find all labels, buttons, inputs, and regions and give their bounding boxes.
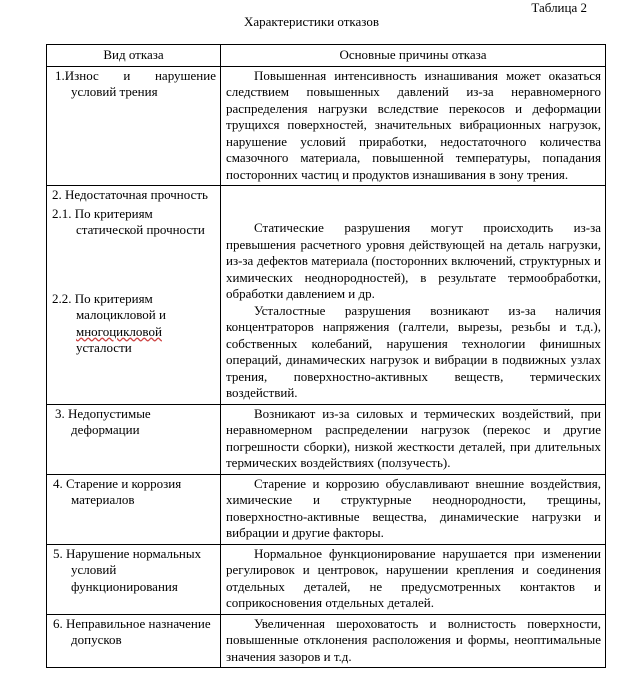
- table-row: [47, 66, 606, 186]
- header-row: [47, 45, 606, 67]
- failure-characteristics-table: [46, 44, 606, 668]
- failure-cause-cell: [221, 186, 606, 405]
- spellcheck-underlined-word: многоцикловой: [76, 323, 162, 339]
- table-row: [47, 614, 606, 668]
- failure-type-main: 2. Недостаточная прочность: [52, 187, 208, 202]
- failure-subtype-static: 2.1. По критериям статической прочности: [52, 205, 205, 237]
- failure-cause-cell: Возникают из-за силовых и термических воздействий, при неравномерном распределении нагрузок (перекос и другие погрешности сборки), низкой жесткости деталей, при длительных термических воздействиях (ползучесть).: [221, 404, 606, 474]
- failure-cause-cell: Увеличенная шероховатость и волнистость поверхности, повышенные отклонения расположения и формы, неоптимальные значения зазоров и т.д.: [221, 614, 606, 668]
- failure-type-cell: 6. Неправильное назначение допусков: [47, 614, 221, 668]
- failure-cause-cell: Повышенная интенсивность изнашивания может оказаться следствием повышенных давлений из-за неравномерного распределения нагрузки вследствие перекосов и деформации трущихся поверхностей, значительных вибрационных нагрузок, нарушение условий приработки, недостаточного количества смазочного материала, повышенной температуры, попадания посторонних частиц и продуктов изнашивания в зону трения.: [221, 66, 606, 186]
- failure-type-cell: 1.Износ и нарушение условий трения: [47, 66, 221, 186]
- failure-type-cell: 4. Старение и коррозия материалов: [47, 474, 221, 544]
- header-main-causes: Основные причины отказа: [221, 45, 606, 67]
- table-row: [47, 404, 606, 474]
- table-row: [47, 186, 606, 405]
- failure-type-cell: [47, 186, 221, 405]
- table-caption: Характеристики отказов: [243, 14, 379, 29]
- table-row: [47, 474, 606, 544]
- failure-type-cell: 5. Нарушение нормальных условий функционирования: [47, 544, 221, 614]
- cause-static-paragraph: Статические разрушения могут происходить из-за превышения расчетного уровня действующей на деталь нагрузки, из-за дефектов материала (посторонних включений, структурных и химических неоднородностей), в результате термообработки, обработки давлением и др.: [226, 220, 601, 301]
- header-failure-type: Вид отказа: [47, 45, 221, 67]
- failure-cause-cell: Нормальное функционирование нарушается при изменении регулировок и центровок, нарушении крепления и соединения отдельных деталей, не предусмотренных контактов и соприкосновения отдельных деталей.: [221, 544, 606, 614]
- cause-fatigue-paragraph: Усталостные разрушения возникают из-за наличия концентраторов напряжения (галтели, вырезы, резьбы и т.д.), собственных колебаний, нарушения технологии финишных операций, динамических нагрузок и вибрации в подвижных узлах трения, поверхностно-активных веществ, термических воздействий.: [226, 302, 601, 400]
- table-row: [47, 544, 606, 614]
- failure-subtype-fatigue: 2.2. По критериям малоцикловой и многоцикловой усталости: [52, 290, 166, 355]
- table-number: Таблица 2: [531, 0, 587, 15]
- failure-cause-cell: Старение и коррозию обуславливают внешние воздействия, химические и структурные неоднородности, трещины, поверхностно-активные вещества, динамические нагрузки и вибрации и другие факторы.: [221, 474, 606, 544]
- failure-type-cell: 3. Недопустимые деформации: [47, 404, 221, 474]
